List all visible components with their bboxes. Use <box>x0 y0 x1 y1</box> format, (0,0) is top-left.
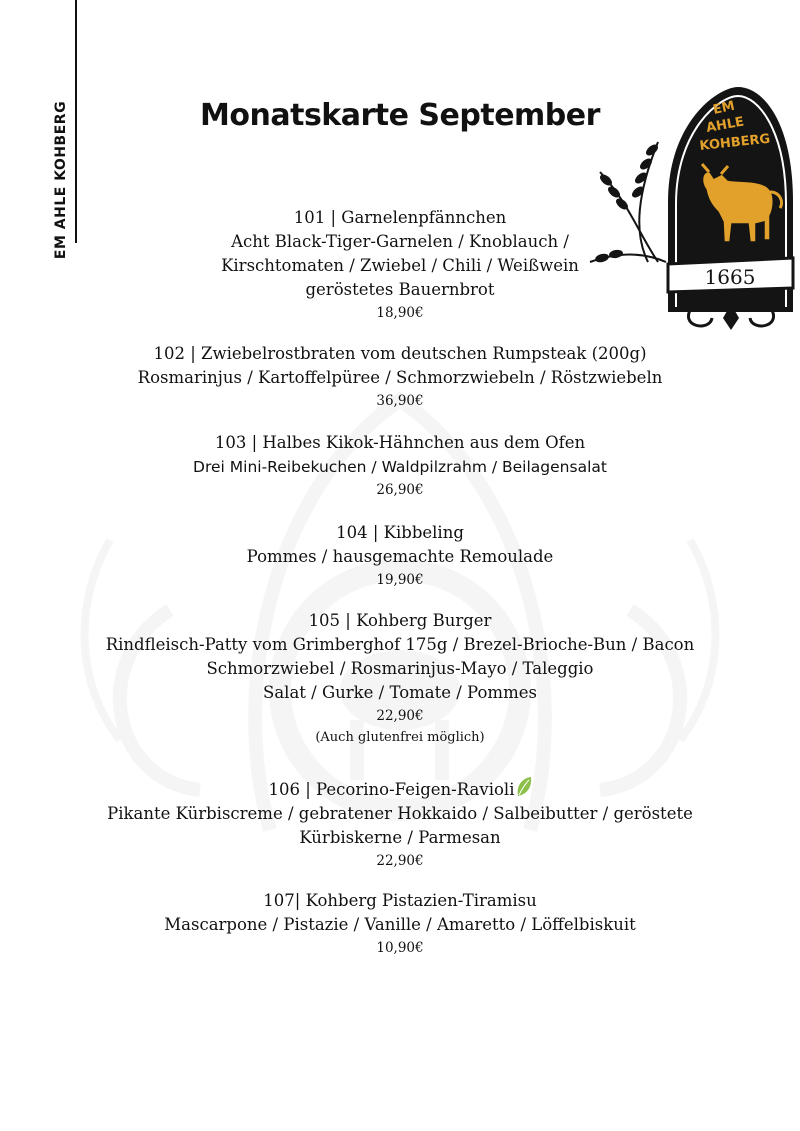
dish-price: 22,90€ <box>376 708 424 724</box>
dish-price: 22,90€ <box>376 853 424 869</box>
menu-item-104 <box>0 521 800 591</box>
dish-description: Salat / Gurke / Tomate / Pommes <box>263 683 537 702</box>
dish-description: Kirschtomaten / Zwiebel / Chili / Weißwein <box>221 256 579 275</box>
dish-title-row <box>0 776 800 802</box>
dish-description: Schmorzwiebel / Rosmarinjus-Mayo / Taleggio <box>206 659 594 678</box>
menu-item-102 <box>0 342 800 412</box>
dish-note: (Auch glutenfrei möglich) <box>315 730 485 745</box>
dish-title: 107| Kohberg Pistazien-Tiramisu <box>263 891 537 910</box>
svg-text:1665: 1665 <box>704 265 756 289</box>
dish-description: Rindfleisch-Patty vom Grimberghof 175g / Brezel-Brioche-Bun / Bacon <box>105 635 695 654</box>
dish-title: 101 | Garnelenpfännchen <box>293 208 507 227</box>
dish-description: Kürbiskerne / Parmesan <box>299 828 501 847</box>
menu-item-101 <box>0 206 800 324</box>
dish-price: 19,90€ <box>376 572 424 588</box>
dish-title: 105 | Kohberg Burger <box>308 611 492 630</box>
dish-title: 104 | Kibbeling <box>336 523 464 542</box>
svg-text:EM: EM <box>711 98 737 118</box>
dish-title: 102 | Zwiebelrostbraten vom deutschen Rumpsteak (200g) <box>153 344 647 363</box>
menu-item-106 <box>0 776 800 872</box>
side-brand-label: EM AHLE KOHBERG <box>53 100 69 260</box>
menu-item-105 <box>0 609 800 749</box>
dish-description: Pikante Kürbiscreme / gebratener Hokkaido / Salbeibutter / geröstete <box>107 804 693 823</box>
dish-description: geröstetes Bauernbrot <box>305 280 495 299</box>
menu-item-107 <box>0 889 800 959</box>
menu-item-103 <box>0 431 800 501</box>
dish-description: Rosmarinjus / Kartoffelpüree / Schmorzwiebeln / Röstzwiebeln <box>137 368 663 387</box>
dish-price: 10,90€ <box>376 940 424 956</box>
svg-text:AHLE: AHLE <box>705 114 746 136</box>
page-title: Monatskarte September <box>200 98 600 133</box>
dish-price: 26,90€ <box>376 482 424 498</box>
dish-description: Drei Mini-Reibekuchen / Waldpilzrahm / Beilagensalat <box>193 458 607 476</box>
dish-description: Mascarpone / Pistazie / Vanille / Amaretto / Löffelbiskuit <box>164 915 636 934</box>
dish-title: 106 | Pecorino-Feigen-Ravioli <box>268 780 515 799</box>
dish-description: Pommes / hausgemachte Remoulade <box>246 547 554 566</box>
dish-price: 18,90€ <box>376 305 424 321</box>
dish-price: 36,90€ <box>376 393 424 409</box>
dish-title: 103 | Halbes Kikok-Hähnchen aus dem Ofen <box>214 433 586 452</box>
vegetarian-leaf-icon <box>516 776 532 798</box>
dish-description: Acht Black-Tiger-Garnelen / Knoblauch / <box>231 232 569 251</box>
svg-text:KOHBERG: KOHBERG <box>698 131 771 154</box>
